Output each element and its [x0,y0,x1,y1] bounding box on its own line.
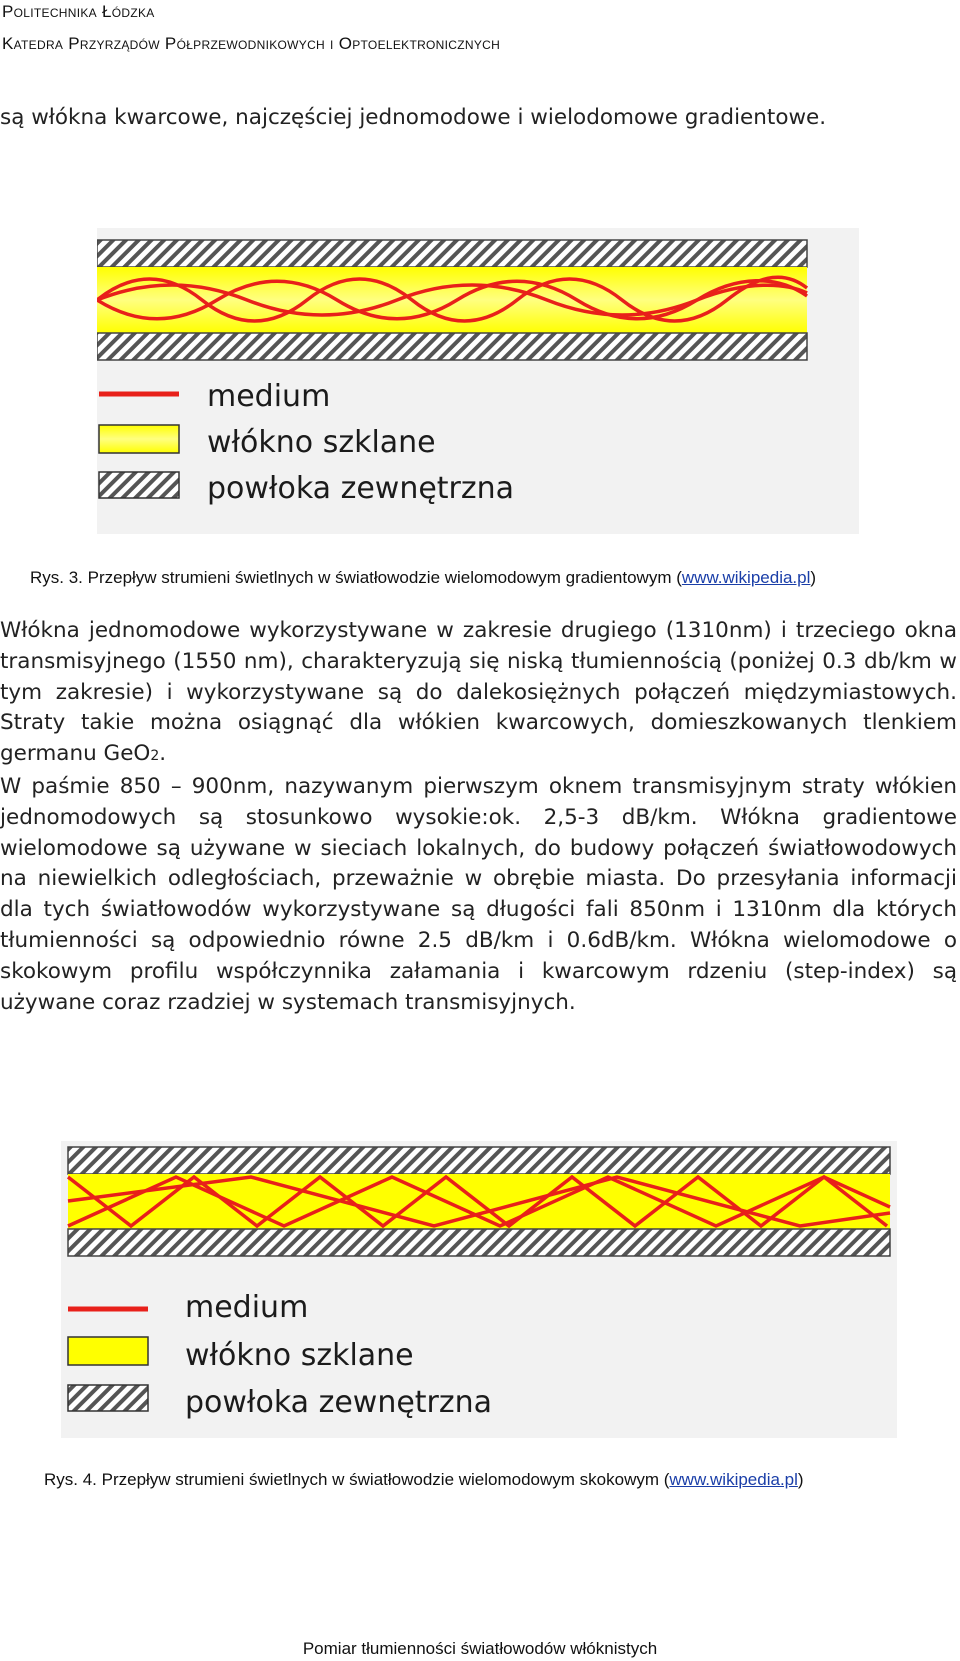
figure-step-index-fiber [61,1141,897,1438]
figure-graded-index-fiber [97,228,859,534]
paragraph-multimode: W paśmie 850 – 900nm, nazywanym pierwszym oknem transmisyjnym straty włókien jednomodowych są stosunkowo wysokie:ok. 2,5-3 dB/km. Włókna gradientowe wielomodowe są używane w sieciach lokalnych, do budowy połączeń światłowodowych na niewielkich odległościach, przeważnie w obrębie miasta. Do przesyłania informacji dla tych światłowodów wykorzystywane są długości fali 850nm i 1310nm dla których tłumienności są odpowiednio równe 2.5 dB/km i 0.6dB/km. Włókna wielomodowe o skokowym profilu współczynnika załamania i kwarcowym rdzeniu (step-index) są używane coraz rzadziej w systemach transmisyjnych. [0,773,957,1015]
cladding-top [97,240,807,267]
figure-4-caption-text: Rys. 4. Przepływ strumieni świetlnych w światłowodzie wielomodowym skokowym ( [44,1470,670,1489]
paragraph-single-mode-end: . [159,741,167,767]
header-university: Politechnika Łódzka [2,2,155,21]
figure-4-caption-close: ) [797,1470,804,1489]
page-footer: Pomiar tłumienności światłowodów włóknistych [302,1639,658,1658]
legend-glass-label: włókno szklane [207,425,436,460]
figure-3-svg [97,228,859,534]
legend-glass-swatch [99,425,179,453]
figure-4-source-link[interactable]: www.wikipedia.pl [669,1470,798,1489]
legend-coating-swatch [68,1385,148,1411]
paragraph-single-mode-text: Włókna jednomodowe wykorzystywane w zakresie drugiego (1310nm) i trzeciego okna transmisyjnego (1550 nm), charakteryzują się niską tłumiennością (poniżej 0.3 db/km w tym zakresie) i wykorzystywane są do dalekosiężnych połączeń międzymiastowych. Straty takie można osiągnąć dla włókien kwarcowych, domieszkowanych tlenkiem germanu GeO [0,618,957,767]
body-text [0,616,957,1018]
cladding-bottom [68,1229,890,1256]
paragraph-single-mode [0,616,957,772]
intro-paragraph: są włókna kwarcowe, najczęściej jednomodowe i wielodomowe gradientowe. [0,105,827,130]
figure-3-source-link[interactable]: www.wikipedia.pl [681,568,811,587]
header-department: Katedra Przyrządów Półprzewodnikowych i Optoelektronicznych [2,34,501,53]
figure-3-caption-text: Rys. 3. Przepływ strumieni świetlnych w światłowodzie wielomodowym gradientowym ( [30,568,682,587]
legend-glass-swatch [68,1337,148,1365]
legend-coating-label: powłoka zewnętrzna [185,1385,493,1420]
legend-medium-label: medium [207,379,331,414]
cladding-top [68,1147,890,1174]
geo2-subscript: 2 [150,748,160,765]
cladding-bottom [97,333,807,360]
figure-3-caption [30,568,816,588]
figure-4-svg [61,1141,897,1438]
legend-medium-label: medium [185,1290,309,1325]
legend-glass-label: włókno szklane [185,1338,414,1373]
figure-4-caption [44,1470,804,1490]
legend-coating-swatch [99,472,179,498]
legend-coating-label: powłoka zewnętrzna [207,471,515,506]
figure-3-caption-close: ) [810,568,817,587]
